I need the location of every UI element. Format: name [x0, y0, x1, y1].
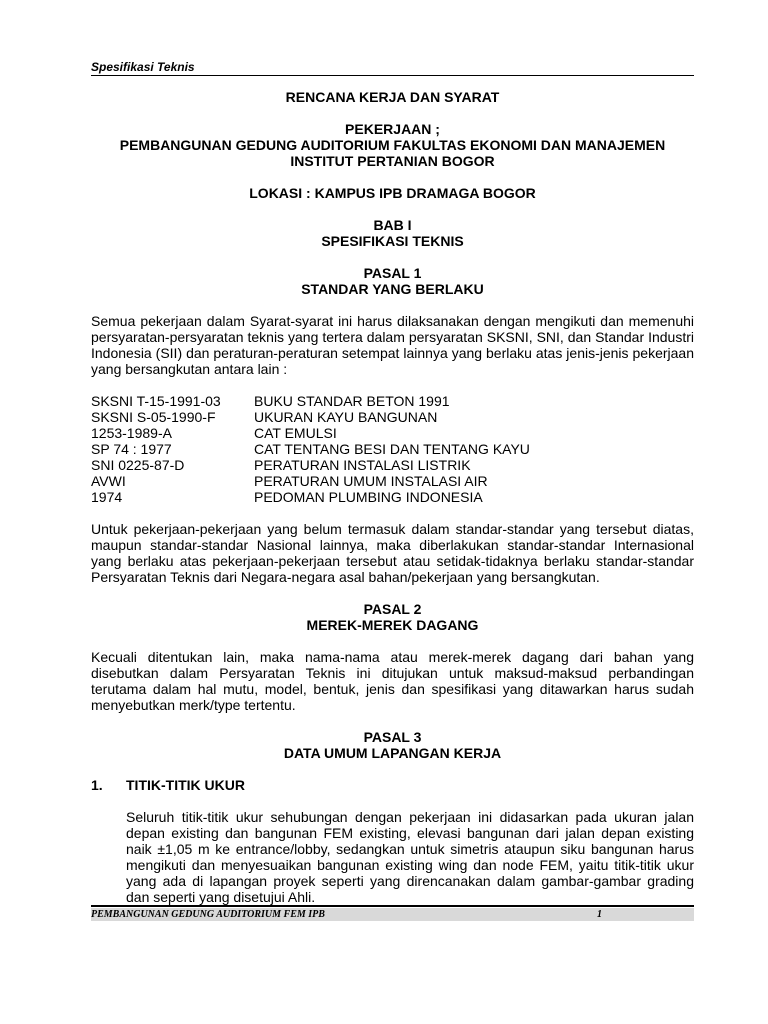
- standard-name: CAT TENTANG BESI DAN TENTANG KAYU: [254, 441, 530, 457]
- running-header: Spesifikasi Teknis: [91, 60, 195, 74]
- footer-title: PEMBANGUNAN GEDUNG AUDITORIUM FEM IPB: [91, 909, 325, 920]
- location-line: LOKASI : KAMPUS IPB DRAMAGA BOGOR: [249, 185, 536, 201]
- footer-bar: [91, 908, 694, 921]
- standard-code: SKSNI T-15-1991-03: [91, 393, 221, 409]
- standard-name: PERATURAN INSTALASI LISTRIK: [254, 457, 471, 473]
- standard-name: CAT EMULSI: [254, 425, 337, 441]
- standard-code: SNI 0225-87-D: [91, 457, 185, 473]
- subsection-heading: [91, 777, 694, 793]
- header-rule: [91, 75, 694, 76]
- standard-name: PEDOMAN PLUMBING INDONESIA: [254, 489, 483, 505]
- standard-code: 1253-1989-A: [91, 425, 172, 441]
- pasal-3-title: DATA UMUM LAPANGAN KERJA: [283, 745, 502, 761]
- title-line-2: PEKERJAAN ;: [345, 121, 440, 137]
- title-line-1: RENCANA KERJA DAN SYARAT: [285, 89, 500, 105]
- pasal-1-intro: Semua pekerjaan dalam Syarat-syarat ini harus dilaksanakan dengan mengikuti dan memenuhi persyaratan-persyaratan teknis yang tertera dalam persyaratan SKSNI, SNI, dan Standar Industri Indonesia (SII) dan peraturan-peraturan setempat lainnya yang berlaku atas jenis-jenis pekerjaan yang bersangkutan antara lain :: [91, 313, 694, 377]
- pasal-1-title: STANDAR YANG BERLAKU: [301, 281, 484, 297]
- pasal-2-body: Kecuali ditentukan lain, maka nama-nama atau merek-merek dagang dari bahan yang disebutkan dalam Persyaratan Teknis ini ditujukan untuk maksud-maksud perbandingan terutama dalam hal mutu, model, bentuk, jenis dan spesifikasi yang ditawarkan harus sudah menyebutkan merk/type tertentu.: [91, 649, 694, 713]
- standards-list: [91, 393, 694, 505]
- standard-name: PERATURAN UMUM INSTALASI AIR: [254, 473, 488, 489]
- footer-rule: [91, 905, 694, 907]
- pasal-1-heading: PASAL 1: [363, 265, 422, 281]
- subsection-body: Seluruh titik-titik ukur sehubungan dengan pekerjaan ini didasarkan pada ukuran jalan depan existing dan bangunan FEM existing, elevasi bangunan dari jalan depan existing naik ±1,05 m ke entrance/lobby, sedangkan untuk simetris ataupun siku bangunan harus mengikuti dan menyesuaikan bangunan existing wing dan node FEM, yaitu titik-titik ukur yang ada di lapangan proyek seperti yang direncanakan dalam gambar-gambar grading dan seperti yang disetujui Ahli.: [126, 809, 694, 905]
- chapter-number: BAB I: [373, 217, 412, 233]
- standard-code: 1974: [91, 489, 123, 505]
- standard-code: AVWI: [91, 473, 126, 489]
- chapter-title: SPESIFIKASI TEKNIS: [321, 233, 464, 249]
- pasal-2-heading: PASAL 2: [363, 601, 422, 617]
- page-number: 1: [597, 909, 602, 920]
- document-body: [91, 89, 694, 905]
- pasal-2-title: MEREK-MEREK DAGANG: [306, 617, 479, 633]
- standard-code: SKSNI S-05-1990-F: [91, 409, 216, 425]
- subsection-title: TITIK-TITIK UKUR: [126, 777, 245, 793]
- standard-name: BUKU STANDAR BETON 1991: [254, 393, 450, 409]
- standard-code: SP 74 : 1977: [91, 441, 172, 457]
- standard-name: UKURAN KAYU BANGUNAN: [254, 409, 438, 425]
- pasal-1-closing: Untuk pekerjaan-pekerjaan yang belum termasuk dalam standar-standar yang tersebut diatas, maupun standar-standar Nasional lainnya, maka diberlakukan standar-standar Internasional yang berlaku atas pekerjaan-pekerjaan tersebut atau setidak-tidaknya berlaku standar-standar Persyaratan Teknis dari Negara-negara asal bahan/pekerjaan yang bersangkutan.: [91, 521, 694, 585]
- subsection-number: 1.: [91, 777, 103, 793]
- project-title: PEMBANGUNAN GEDUNG AUDITORIUM FAKULTAS EKONOMI DAN MANAJEMEN: [119, 137, 666, 153]
- document-page: [91, 0, 694, 1024]
- institution-title: INSTITUT PERTANIAN BOGOR: [290, 153, 495, 169]
- pasal-3-heading: PASAL 3: [363, 729, 422, 745]
